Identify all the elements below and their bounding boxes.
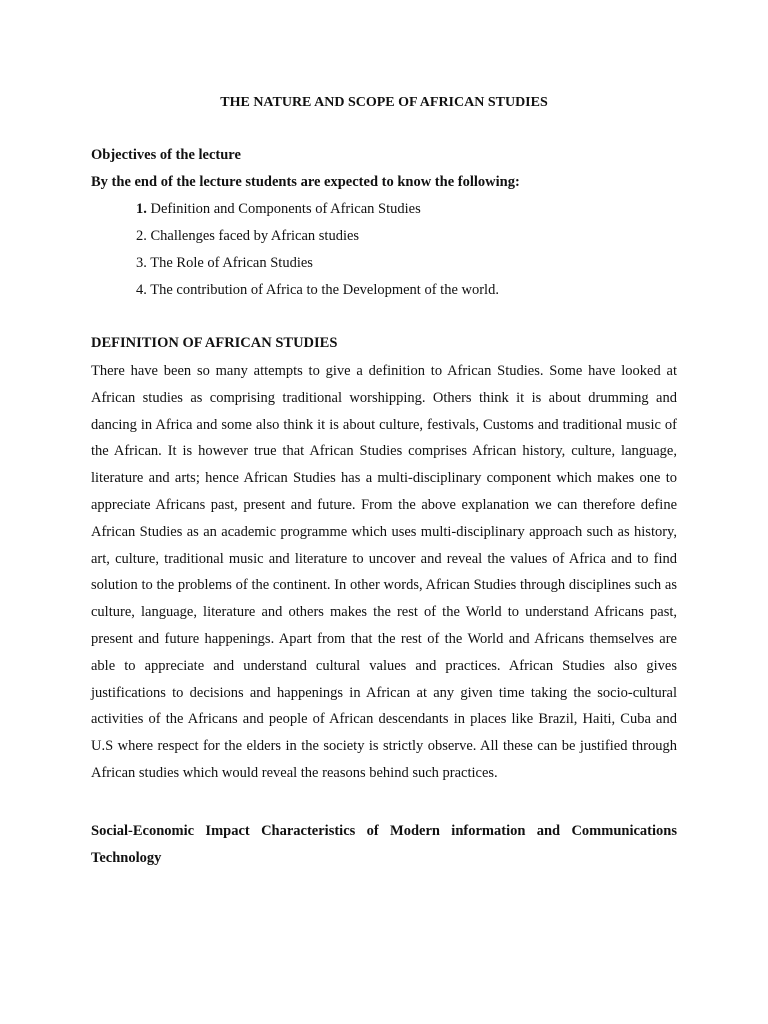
list-item-text: The contribution of Africa to the Development of the world. — [150, 282, 499, 298]
list-item-text: Challenges faced by African studies — [150, 228, 360, 244]
list-item-number: 2. — [136, 228, 147, 244]
definition-heading: DEFINITION OF AFRICAN STUDIES — [91, 335, 338, 351]
objectives-list — [91, 199, 677, 300]
definition-paragraph: There have been so many attempts to give a definition to African Studies. Some have looked at African studies as comprising traditional worshipping. Others think it is about drumming and dancing in Africa and some also think it is about culture, festivals, Customs and traditional music of the African. It is however true that African Studies comprises African history, culture, language, literature and arts; hence African Studies has a multi-disciplinary component which makes one to appreciate Africans past, present and future. From the above explanation we can therefore define African Studies as an academic programme which uses multi-disciplinary approach such as history, art, culture, traditional music and literature to uncover and reveal the values of Africa and to find solution to the problems of the continent. In other words, African Studies through disciplines such as culture, language, literature and others makes the rest of the World to understand Africans past, present and future happenings. Apart from that the rest of the World and Africans themselves are able to appreciate and understand cultural values and practices. African Studies also gives justifications to decisions and happenings in African at any given time taking the socio-cultural activities of the Africans and people of African descendants in places like Brazil, Haiti, Cuba and U.S where respect for the elders in the society is strictly observe. All these can be justified through African studies which would reveal the reasons behind such practices. — [91, 363, 677, 781]
list-item-number: 3. — [136, 255, 147, 271]
objectives-heading: Objectives of the lecture — [91, 147, 241, 163]
list-item-number: 1. — [136, 201, 147, 217]
list-item-number: 4. — [136, 282, 147, 298]
list-item — [136, 253, 677, 273]
document-page — [91, 93, 677, 872]
document-title: THE NATURE AND SCOPE OF AFRICAN STUDIES — [220, 95, 548, 110]
list-item-text: The Role of African Studies — [150, 255, 313, 271]
list-item — [136, 199, 677, 219]
impact-heading: Social-Economic Impact Characteristics of Modern information and Communications Technology — [91, 822, 677, 866]
list-item-text: Definition and Components of African Studies — [150, 201, 421, 217]
list-item — [136, 280, 677, 300]
objectives-intro: By the end of the lecture students are expected to know the following: — [91, 174, 520, 190]
list-item — [136, 226, 677, 246]
